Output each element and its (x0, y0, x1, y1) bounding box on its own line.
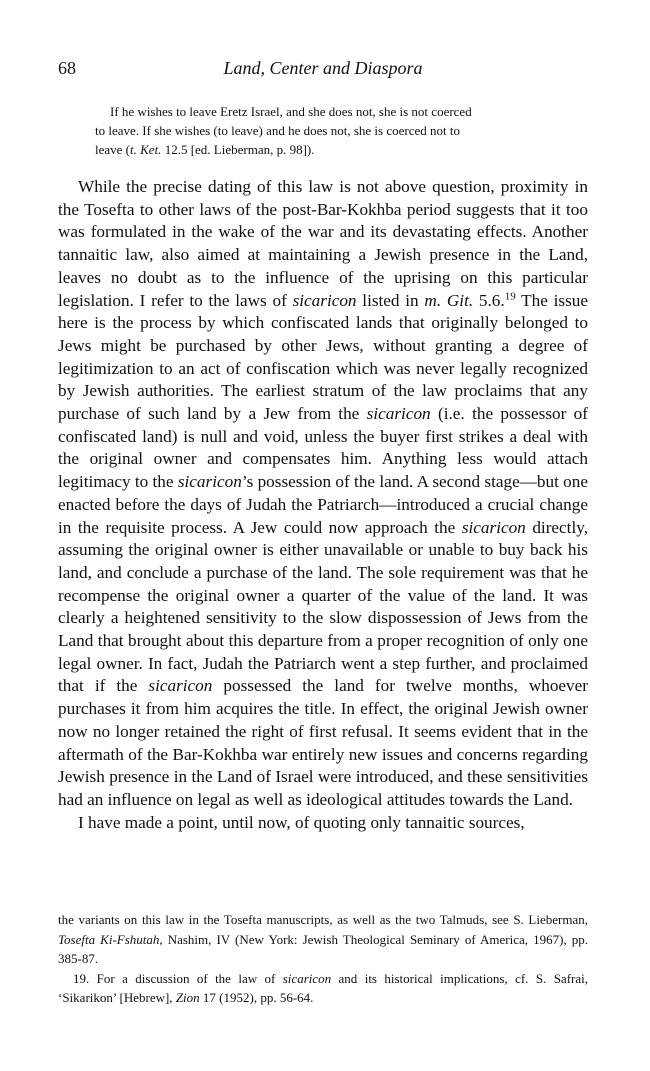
body-text (58, 176, 588, 834)
journal-title: Zion (175, 990, 200, 1005)
book-title: Tosefta Ki-Fshutah (58, 931, 160, 947)
running-title: Land, Center and Diaspora (223, 58, 423, 78)
page-header (58, 58, 588, 84)
footnote-continuation: the variants on this law in the Tosefta manuscripts, as well as the two Talmuds, see S. Lieberman, Tosefta Ki-Fshutah, Nashim, IV (New York: Jewish Theological Seminary of America, 1967), pp. 385-87. (58, 912, 588, 966)
block-quote-line: leave (t. Ket. 12.5 [ed. Lieberman, p. 98]). (95, 142, 315, 157)
paragraph: I have made a point, until now, of quoting only tannaitic sources, (78, 812, 525, 832)
term-sicaricon: sicaricon (461, 517, 526, 537)
citation: m. Git. (424, 290, 474, 310)
footnote-19: 19. For a discussion of the law of sicaricon and its historical implications, cf. S. Safrai, ‘Sikarikon’ [Hebrew], Zion 17 (1952), pp. 56-64. (58, 970, 588, 1005)
paragraph: While the precise dating of this law is not above question, proximity in the Tosefta to other laws of the post-Bar-Kokhba period suggests that it too was formulated in the wake of the war and its devastating effects. Another tannaitic law, also aimed at maintaining a Jewish presence in the Land, leaves no doubt as to the influence of the uprising on this particular legislation. I refer to the laws of sicaricon listed in m. Git. 5.6.19 The issue here is the process by which confiscated lands that originally belonged to Jews might be purchased by other Jews, without granting a degree of legitimization to an act of confiscation which was never legally recognized by Jewish authorities. The earliest stratum of the law proclaims that any purchase of such land by a Jew from the sicaricon (i.e. the possessor of confiscated land) is null and void, unless the buyer first strikes a deal with the original owner and compensates him. Anything less would attach legitimacy to the sicaricon’s possession of the land. A second stage—but one enacted before the days of Judah the Patriarch—introduced a crucial change in the requisite process. A Jew could now approach the sicaricon directly, assuming the original owner is either unavailable or unable to buy back his land, and conclude a purchase of the land. The sole requirement was that he recompense the original owner a quarter of the value of the land. It was clearly a heightened sensitivity to the slow dispossession of Jews from the Land that brought about this departure from a proper recognition of only one legal owner. In fact, Judah the Patriarch went a step further, and proclaimed that if the sicaricon possessed the land for twelve months, whoever purchases it from him acquires the title. In effect, the original Jewish owner now no longer retained the right of first refusal. It seems evident that in the aftermath of the Bar-Kokhba war entirely new issues and concerns regarding Jewish presence in the Land of Israel were introduced, and these sensitivities had an influence on legal as well as ideological attitudes towards the Land. (58, 177, 589, 809)
block-quote-line: If he wishes to leave Eretz Israel, and she does not, she is not coerced (110, 104, 472, 119)
term-sicaricon: sicaricon (148, 676, 213, 696)
block-quote-line: to leave. If she wishes (to leave) and he does not, she is coerced not to (95, 123, 460, 138)
term-sicaricon: sicaricon (366, 404, 431, 424)
term-sicaricon: sicaricon (292, 290, 357, 310)
term-sicaricon: sicaricon (177, 472, 242, 492)
footnotes (58, 910, 588, 1008)
term-sicaricon: sicaricon (282, 970, 332, 986)
footnote-ref: 19 (504, 289, 516, 302)
block-quote (95, 102, 555, 159)
citation: t. Ket. (130, 142, 162, 157)
page-number: 68 (58, 58, 76, 78)
